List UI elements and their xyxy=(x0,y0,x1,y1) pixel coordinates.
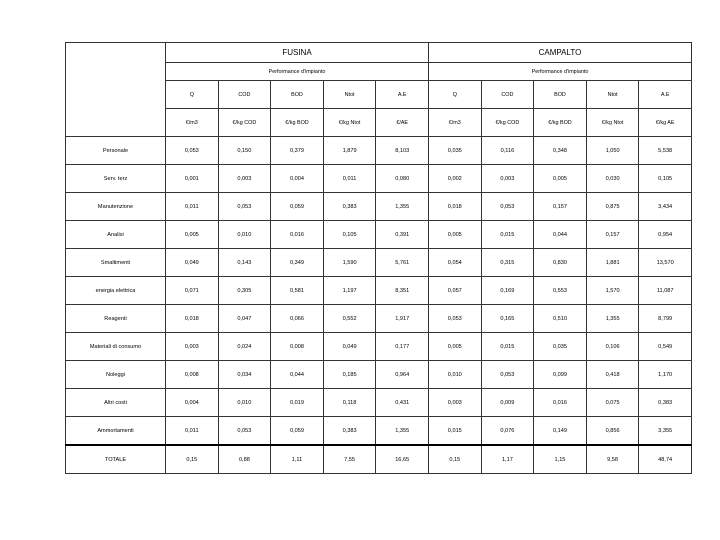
value-cell-fusina: 0,066 xyxy=(271,305,324,333)
row-label: Analisi xyxy=(66,221,166,249)
value-cell-campalto: 0,015 xyxy=(481,221,534,249)
row-label: Serv. terz xyxy=(66,165,166,193)
value-cell-campalto: 0,954 xyxy=(639,221,692,249)
value-cell-campalto: 3,434 xyxy=(639,193,692,221)
column-header-campalto: COD xyxy=(481,81,534,109)
value-cell-fusina: 0,053 xyxy=(218,193,271,221)
value-cell-fusina: 0,581 xyxy=(271,277,324,305)
value-cell-campalto: 3,355 xyxy=(639,417,692,446)
value-cell-fusina: 0,004 xyxy=(271,165,324,193)
table-row xyxy=(66,165,692,193)
value-cell-fusina: 0,080 xyxy=(376,165,429,193)
value-cell-fusina: 1,355 xyxy=(376,193,429,221)
value-cell-fusina: 0,019 xyxy=(271,389,324,417)
table-row xyxy=(66,333,692,361)
row-label: Smaltimenti xyxy=(66,249,166,277)
value-cell-fusina: 1,11 xyxy=(271,445,324,474)
group-header-row xyxy=(66,43,692,63)
unit-header-campalto: €/kg Ntot xyxy=(586,109,639,137)
table-row xyxy=(66,305,692,333)
value-cell-campalto: 1,355 xyxy=(586,305,639,333)
unit-header-campalto: €/kg AE xyxy=(639,109,692,137)
unit-header-campalto: €/kg BOD xyxy=(534,109,587,137)
value-cell-campalto: 8,799 xyxy=(639,305,692,333)
value-cell-campalto: 0,053 xyxy=(429,305,482,333)
value-cell-campalto: 1,17 xyxy=(481,445,534,474)
value-cell-fusina: 0,018 xyxy=(166,305,219,333)
value-cell-campalto: 0,044 xyxy=(534,221,587,249)
value-cell-campalto: 1,050 xyxy=(586,137,639,165)
value-cell-fusina: 0,305 xyxy=(218,277,271,305)
value-cell-fusina: 0,150 xyxy=(218,137,271,165)
value-cell-campalto: 0,003 xyxy=(429,389,482,417)
value-cell-fusina: 0,003 xyxy=(166,333,219,361)
value-cell-fusina: 0,383 xyxy=(323,417,376,446)
value-cell-campalto: 0,005 xyxy=(534,165,587,193)
group-title-fusina: FUSINA xyxy=(166,43,429,63)
value-cell-fusina: 0,349 xyxy=(271,249,324,277)
value-cell-fusina: 8,103 xyxy=(376,137,429,165)
value-cell-campalto: 0,009 xyxy=(481,389,534,417)
value-cell-fusina: 0,053 xyxy=(218,417,271,446)
row-label: Personale xyxy=(66,137,166,165)
value-cell-fusina: 0,005 xyxy=(166,221,219,249)
column-header-fusina: A.E xyxy=(376,81,429,109)
unit-header-fusina: €/kg COD xyxy=(218,109,271,137)
column-header-campalto: A.E xyxy=(639,81,692,109)
value-cell-fusina: 5,761 xyxy=(376,249,429,277)
value-cell-campalto: 0,015 xyxy=(481,333,534,361)
value-cell-fusina: 0,059 xyxy=(271,417,324,446)
value-cell-fusina: 1,197 xyxy=(323,277,376,305)
table-row xyxy=(66,137,692,165)
unit-header-fusina: €/kg Ntot xyxy=(323,109,376,137)
value-cell-campalto: 0,075 xyxy=(586,389,639,417)
value-cell-fusina: 8,351 xyxy=(376,277,429,305)
column-header-campalto: Q xyxy=(429,81,482,109)
value-cell-fusina: 0,379 xyxy=(271,137,324,165)
unit-header-fusina: €/AE xyxy=(376,109,429,137)
value-cell-campalto: 0,030 xyxy=(586,165,639,193)
value-cell-fusina: 0,049 xyxy=(323,333,376,361)
table-row xyxy=(66,277,692,305)
value-cell-campalto: 1,15 xyxy=(534,445,587,474)
value-cell-campalto: 0,035 xyxy=(429,137,482,165)
value-cell-campalto: 0,106 xyxy=(586,333,639,361)
row-label: energia elettrica xyxy=(66,277,166,305)
value-cell-campalto: 0,035 xyxy=(534,333,587,361)
value-cell-fusina: 0,053 xyxy=(166,137,219,165)
unit-header-campalto: €/m3 xyxy=(429,109,482,137)
value-cell-campalto: 0,099 xyxy=(534,361,587,389)
value-cell-fusina: 16,65 xyxy=(376,445,429,474)
value-cell-fusina: 0,059 xyxy=(271,193,324,221)
value-cell-fusina: 0,185 xyxy=(323,361,376,389)
value-cell-campalto: 0,054 xyxy=(429,249,482,277)
value-cell-campalto: 0,348 xyxy=(534,137,587,165)
group-subtitle-fusina: Performance d'impianto xyxy=(166,63,429,81)
value-cell-campalto: 5,538 xyxy=(639,137,692,165)
value-cell-campalto: 0,015 xyxy=(429,417,482,446)
value-cell-fusina: 0,010 xyxy=(218,389,271,417)
value-cell-campalto: 0,157 xyxy=(586,221,639,249)
row-label: Reagenti xyxy=(66,305,166,333)
value-cell-fusina: 0,431 xyxy=(376,389,429,417)
value-cell-campalto: 0,057 xyxy=(429,277,482,305)
table-body xyxy=(66,43,692,474)
value-cell-campalto: 0,053 xyxy=(481,361,534,389)
value-cell-fusina: 7,55 xyxy=(323,445,376,474)
value-cell-fusina: 0,011 xyxy=(323,165,376,193)
value-cell-fusina: 0,008 xyxy=(271,333,324,361)
value-cell-campalto: 0,169 xyxy=(481,277,534,305)
row-label: TOTALE xyxy=(66,445,166,474)
value-cell-campalto: 0,315 xyxy=(481,249,534,277)
row-label: Noleggi xyxy=(66,361,166,389)
value-cell-fusina: 0,047 xyxy=(218,305,271,333)
value-cell-fusina: 0,011 xyxy=(166,417,219,446)
value-cell-fusina: 0,024 xyxy=(218,333,271,361)
value-cell-campalto: 0,856 xyxy=(586,417,639,446)
total-row xyxy=(66,445,692,474)
value-cell-campalto: 0,830 xyxy=(534,249,587,277)
value-cell-campalto: 9,58 xyxy=(586,445,639,474)
group-title-campalto: CAMPALTO xyxy=(429,43,692,63)
value-cell-campalto: 0,105 xyxy=(639,165,692,193)
value-cell-campalto: 0,116 xyxy=(481,137,534,165)
column-header-fusina: Ntot xyxy=(323,81,376,109)
value-cell-fusina: 0,011 xyxy=(166,193,219,221)
value-cell-fusina: 1,917 xyxy=(376,305,429,333)
value-cell-campalto: 11,087 xyxy=(639,277,692,305)
value-cell-fusina: 0,044 xyxy=(271,361,324,389)
value-cell-campalto: 0,003 xyxy=(481,165,534,193)
value-cell-campalto: 1,170 xyxy=(639,361,692,389)
value-cell-campalto: 13,570 xyxy=(639,249,692,277)
value-cell-campalto: 0,053 xyxy=(481,193,534,221)
table-row xyxy=(66,361,692,389)
table-row xyxy=(66,417,692,446)
value-cell-fusina: 0,88 xyxy=(218,445,271,474)
value-cell-fusina: 0,003 xyxy=(218,165,271,193)
value-cell-campalto: 0,510 xyxy=(534,305,587,333)
value-cell-campalto: 48,74 xyxy=(639,445,692,474)
column-header-campalto: BOD xyxy=(534,81,587,109)
value-cell-campalto: 0,418 xyxy=(586,361,639,389)
value-cell-fusina: 0,016 xyxy=(271,221,324,249)
column-header-campalto: Ntot xyxy=(586,81,639,109)
unit-header-fusina: €/m3 xyxy=(166,109,219,137)
row-label: Ammortamenti xyxy=(66,417,166,446)
value-cell-fusina: 0,391 xyxy=(376,221,429,249)
value-cell-fusina: 0,001 xyxy=(166,165,219,193)
value-cell-fusina: 0,071 xyxy=(166,277,219,305)
value-cell-campalto: 0,016 xyxy=(534,389,587,417)
column-header-fusina: Q xyxy=(166,81,219,109)
row-label: Manutenzione xyxy=(66,193,166,221)
column-header-fusina: COD xyxy=(218,81,271,109)
value-cell-campalto: 0,875 xyxy=(586,193,639,221)
cost-performance-table xyxy=(65,42,692,474)
value-cell-campalto: 0,553 xyxy=(534,277,587,305)
value-cell-fusina: 1,355 xyxy=(376,417,429,446)
value-cell-fusina: 0,383 xyxy=(323,193,376,221)
value-cell-campalto: 0,018 xyxy=(429,193,482,221)
value-cell-campalto: 0,005 xyxy=(429,333,482,361)
value-cell-campalto: 0,010 xyxy=(429,361,482,389)
value-cell-campalto: 1,881 xyxy=(586,249,639,277)
value-cell-fusina: 0,010 xyxy=(218,221,271,249)
value-cell-fusina: 0,964 xyxy=(376,361,429,389)
value-cell-fusina: 1,590 xyxy=(323,249,376,277)
row-label: Materiali di consumo xyxy=(66,333,166,361)
value-cell-campalto: 1,570 xyxy=(586,277,639,305)
column-header-fusina: BOD xyxy=(271,81,324,109)
value-cell-fusina: 0,15 xyxy=(166,445,219,474)
row-label: Altri costi xyxy=(66,389,166,417)
value-cell-fusina: 1,879 xyxy=(323,137,376,165)
table-row xyxy=(66,389,692,417)
unit-header-campalto: €/kg COD xyxy=(481,109,534,137)
table-row xyxy=(66,221,692,249)
value-cell-campalto: 0,002 xyxy=(429,165,482,193)
value-cell-campalto: 0,076 xyxy=(481,417,534,446)
unit-header-fusina: €/kg BOD xyxy=(271,109,324,137)
table-row xyxy=(66,249,692,277)
value-cell-campalto: 0,549 xyxy=(639,333,692,361)
value-cell-fusina: 0,177 xyxy=(376,333,429,361)
group-subtitle-campalto: Performance d'impianto xyxy=(429,63,692,81)
value-cell-campalto: 0,005 xyxy=(429,221,482,249)
value-cell-campalto: 0,165 xyxy=(481,305,534,333)
value-cell-campalto: 0,15 xyxy=(429,445,482,474)
value-cell-fusina: 0,008 xyxy=(166,361,219,389)
value-cell-campalto: 0,149 xyxy=(534,417,587,446)
value-cell-campalto: 0,383 xyxy=(639,389,692,417)
value-cell-fusina: 0,143 xyxy=(218,249,271,277)
value-cell-fusina: 0,105 xyxy=(323,221,376,249)
value-cell-fusina: 0,004 xyxy=(166,389,219,417)
value-cell-fusina: 0,552 xyxy=(323,305,376,333)
value-cell-fusina: 0,034 xyxy=(218,361,271,389)
value-cell-campalto: 0,157 xyxy=(534,193,587,221)
value-cell-fusina: 0,049 xyxy=(166,249,219,277)
table-row xyxy=(66,193,692,221)
corner-cell xyxy=(66,43,166,137)
value-cell-fusina: 0,118 xyxy=(323,389,376,417)
